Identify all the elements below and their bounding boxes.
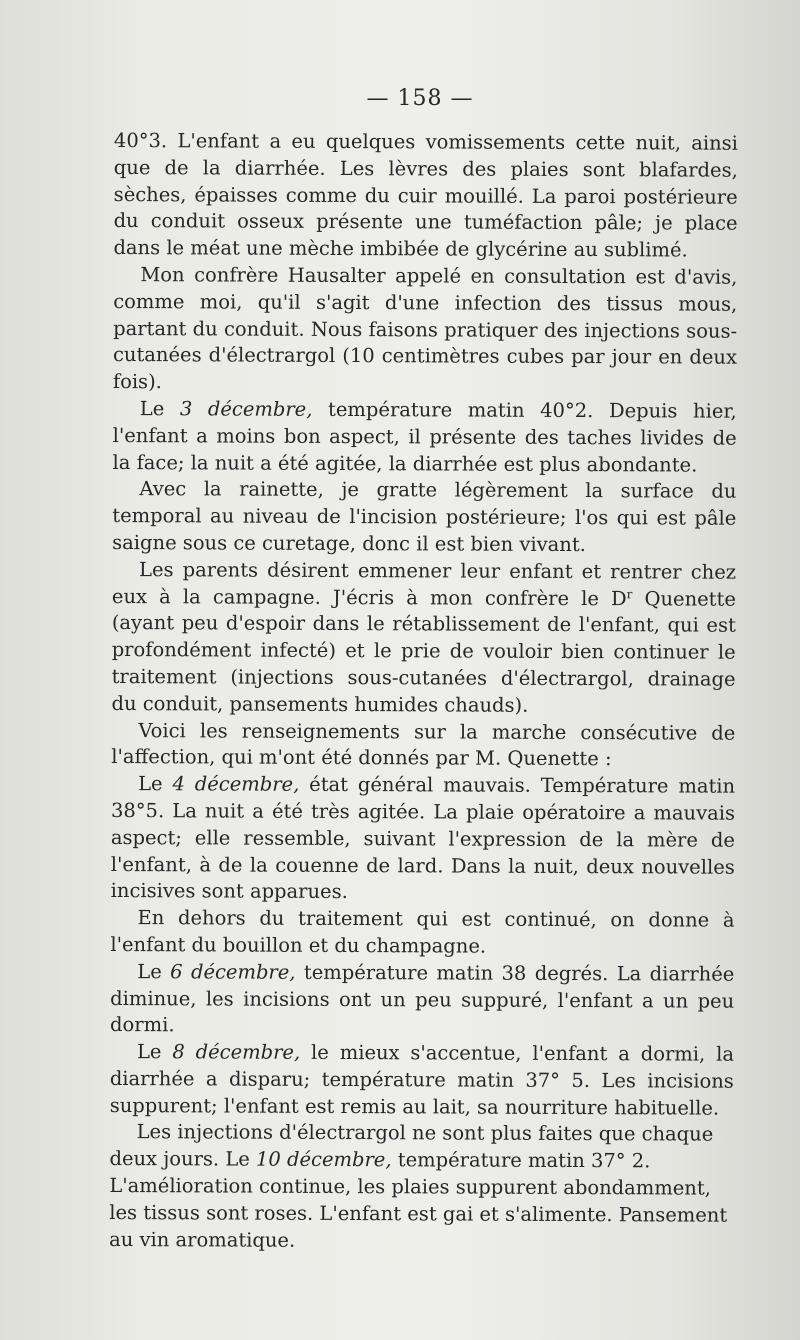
date-italic: 8 décembre, — [172, 1040, 301, 1064]
date-italic: 3 décembre, — [179, 397, 313, 421]
paragraph-text: Mon confrère Hausalter appelé en consultation est d'avis, comme moi, qu'il s'agit d'une infection des tissus mous, partant du conduit. Nous faisons pratiquer des injections sous-cutanées d'électrargol (10 centimètres cubes par jour en deux fois). — [112, 263, 738, 394]
date-italic: 10 décembre, — [255, 1147, 392, 1172]
paragraph-2 — [113, 262, 738, 399]
paragraph-text: température matin 40°2. Depuis hier, l'enfant a moins bon aspect, il présente des taches livides de la face; la nuit a été agitée, la diarrhée est plus abondante. — [112, 397, 737, 477]
doctor-superscript: r — [626, 586, 633, 601]
paragraph-text: état général mauvais. Température matin 38°5. La nuit a été très agitée. La plaie opératoire a mauvais aspect; elle ressemble, suivant l'expression de la mère de l'enfant, à de la couenne de lard. Dans la nuit, deux nouvelles incisives sont apparues. — [110, 772, 736, 904]
date-italic: 4 décembre, — [172, 772, 300, 796]
paragraph-text: Le — [138, 772, 173, 796]
paragraph-text: Avec la rainette, je gratte légèrement la surface du temporal au niveau de l'incision postérieure; l'os qui est pâle saigne sous ce curetage, donc il est bien vivant. — [112, 477, 737, 557]
paragraph-10 — [110, 1039, 734, 1122]
paragraph-text: le mieux s'accentue, l'enfant a dormi, la diarrhée a disparu; température matin 37° 5. Les incisions suppurent; l'enfant est remis au lait, sa nourriture habituelle. — [109, 1040, 735, 1120]
paragraph-text: Le — [137, 959, 171, 983]
paragraph-11 — [109, 1119, 734, 1256]
paragraph-text: Les parents désirent emmener leur enfant et rentrer chez eux à la campagne. J'écris à mon confrère le D — [111, 557, 737, 610]
paragraph-text: température matin 37° 2. L'amélioration continue, les plaies suppurent abondamment, les tissus sont roses. L'enfant est gai et s'alimente. Pansement au vin aromatique. — [109, 1148, 728, 1252]
paragraph-text: En dehors du traitement qui est continué, on donne à l'enfant du bouillon et du champagne. — [110, 906, 735, 958]
paragraph-6 — [111, 718, 735, 774]
paragraph-text: Le — [139, 397, 180, 421]
paragraph-text: Voici les renseignements sur la marche consécutive de l'affection, qui m'ont été donnés par M. Quenette : — [111, 718, 736, 771]
paragraph-4 — [112, 476, 736, 559]
paragraph-text: Les injections d'électrargol ne sont plus faites que chaque deux jours. Le — [109, 1120, 714, 1171]
paragraph-3 — [112, 396, 736, 479]
body-text — [109, 128, 738, 1256]
paragraph-text: température matin 38 degrés. La diarrhée diminue, les incisions ont un peu suppuré, l'enfant a un peu dormi. — [110, 960, 735, 1037]
date-italic: 6 décembre, — [170, 959, 296, 984]
paragraph-text: 40°3. L'enfant a eu quelques vomissements cette nuit, ainsi que de la diarrhée. Les lèvres des plaies sont blafardes, sèches, épaisses comme du cuir mouillé. La paroi postérieure du conduit osseux présente une tuméfaction pâle; je place dans le méat une mèche imbibée de glycérine au sublimé. — [113, 128, 738, 262]
paragraph-text: Quenette (ayant peu d'espoir dans le rétablissement de l'enfant, qui est profondément infecté) et le prie de vouloir bien continuer le traitement (injections sous-cutanées d'électrargol, drainage du conduit, pansements humides chauds). — [111, 586, 736, 717]
paragraph-8 — [110, 905, 734, 961]
paragraph-7 — [111, 771, 736, 908]
paragraph-1 — [113, 128, 738, 265]
paragraph-9 — [110, 959, 734, 1042]
paragraph-text: Le — [136, 1040, 173, 1064]
paragraph-5 — [111, 557, 736, 721]
page-number: — 158 — — [366, 86, 474, 111]
